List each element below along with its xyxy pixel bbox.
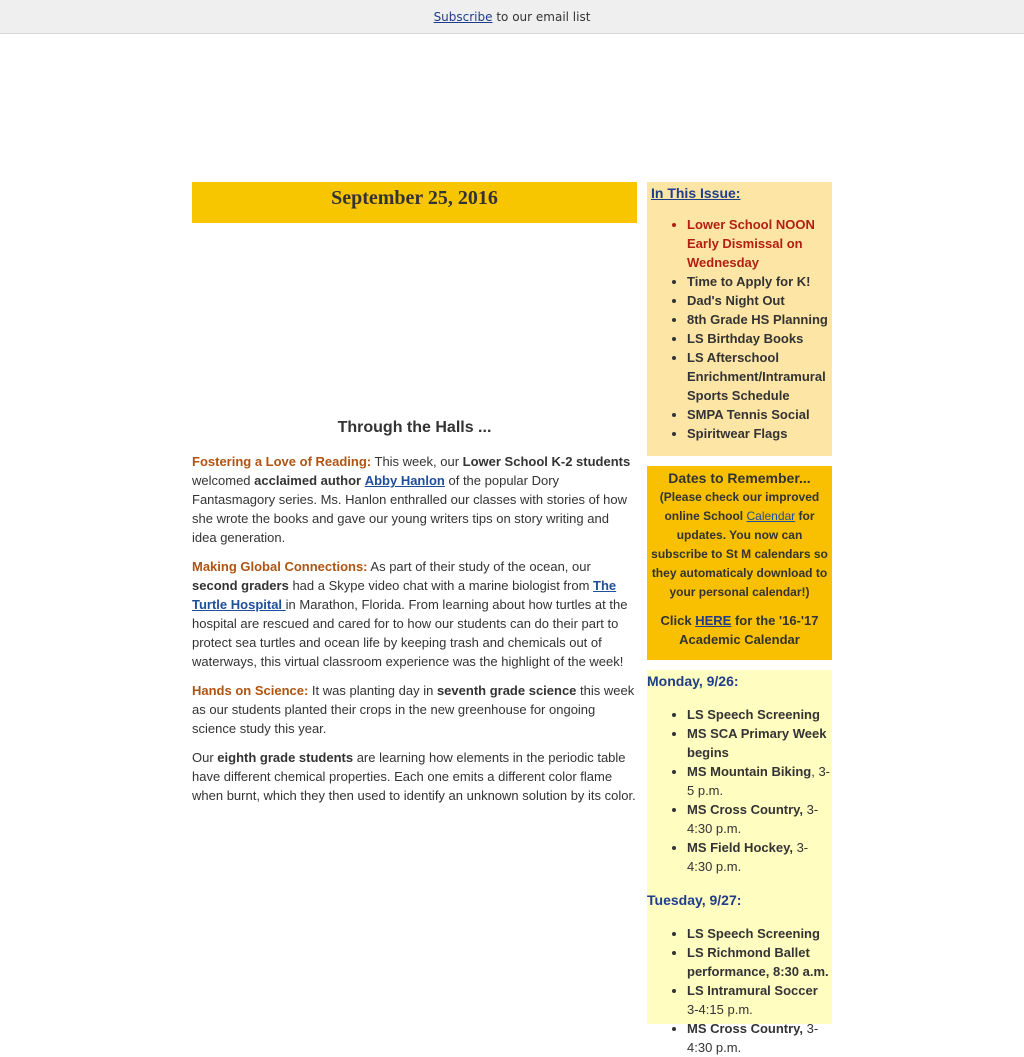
section-title: Through the Halls ... xyxy=(337,419,492,436)
in-this-issue-title[interactable]: In This Issue: xyxy=(651,185,741,201)
text: of the popular Dory Fantasmagory series. Ms. Hanlon enthralled our classes with stories of how she wrote the books and gave our young writers tips on story writing and idea generation. xyxy=(192,473,627,545)
text: welcomed xyxy=(192,473,255,488)
dates-to-remember-box xyxy=(647,466,832,660)
text: in Marathon, Florida. From learning about how turtles at the hospital are rescued and cared for to how our students can do their part to protect sea turtles and ocean life by keeping trash and chemicals out of waterways, this virtual classroom experience was the highlight of the week! xyxy=(192,597,628,669)
event-item xyxy=(687,724,832,762)
subscribe-bar xyxy=(0,0,1024,34)
event-title: LS Speech Screening xyxy=(687,926,820,941)
article-body xyxy=(192,452,637,815)
paragraph-reading xyxy=(192,452,637,547)
paragraph-global-connections xyxy=(192,557,637,671)
event-time: 3-4:30 p.m. xyxy=(687,802,819,836)
issue-item: • Dad's Night Out xyxy=(687,291,832,310)
kicker-reading: Fostering a Love of Reading: xyxy=(192,454,372,469)
kicker-science: Hands on Science: xyxy=(192,683,309,698)
issue-list xyxy=(647,215,832,443)
event-item xyxy=(687,924,832,943)
issue-item: • 8th Grade HS Planning xyxy=(687,310,832,329)
newsletter-date-banner xyxy=(192,182,637,223)
issue-item: • SMPA Tennis Social xyxy=(687,405,832,424)
text: for updates. You now can subscribe to St M calendars so they automaticaly download to your personal calendar!) xyxy=(651,509,828,599)
text: had a Skype video chat with a marine biologist from xyxy=(288,578,594,593)
event-title: MS Cross Country, xyxy=(687,802,804,817)
abby-hanlon-link[interactable]: Abby Hanlon xyxy=(364,473,445,488)
in-this-issue-box xyxy=(647,182,832,456)
paragraph-science xyxy=(192,681,637,738)
day-event-list xyxy=(647,705,832,876)
event-item xyxy=(687,762,832,800)
text: are learning how elements in the periodic table have different chemical properties. Each one emits a different color flame when burnt, which they then used to identify an unknown solution by its color. xyxy=(192,750,636,803)
day-heading: Tuesday, 9/27: xyxy=(647,892,742,908)
event-item xyxy=(687,838,832,876)
academic-calendar-link[interactable]: HERE xyxy=(695,613,732,628)
issue-item: • LS Afterschool Enrichment/Intramural Sports Schedule xyxy=(687,348,832,405)
bold-text: eighth grade students xyxy=(217,750,354,765)
event-time: 3-4:15 p.m. xyxy=(687,1002,753,1017)
event-item xyxy=(687,705,832,724)
text: this week as our students planted their crops in the new greenhouse for ongoing science study this year. xyxy=(192,683,635,736)
event-item xyxy=(687,943,832,981)
issue-item: • Time to Apply for K! xyxy=(687,272,832,291)
bold-text: second graders xyxy=(192,578,289,593)
subscribe-link[interactable]: Subscribe xyxy=(433,10,493,24)
text: for the '16-'17 Academic Calendar xyxy=(679,613,819,647)
event-time: 3-4:30 p.m. xyxy=(687,840,809,874)
dates-title: Dates to Remember... xyxy=(668,470,811,486)
kicker-global: Making Global Connections: xyxy=(192,559,368,574)
calendar-box xyxy=(647,670,832,1055)
event-time: , 3-5 p.m. xyxy=(687,764,831,798)
event-title: MS Field Hockey, xyxy=(687,840,793,855)
event-title: MS Cross Country, xyxy=(687,1021,804,1036)
turtle-hospital-link[interactable]: The Turtle Hospital xyxy=(192,578,617,612)
event-title: LS Richmond Ballet performance, 8:30 a.m. xyxy=(687,945,829,979)
bold-text: Lower School K-2 students xyxy=(462,454,631,469)
text: As part of their study of the ocean, our xyxy=(367,559,591,574)
day-heading: Monday, 9/26: xyxy=(647,673,739,689)
bold-text: seventh grade science xyxy=(436,683,577,698)
text: (Please check our improved online School xyxy=(659,490,820,523)
text: It was planting day in xyxy=(308,683,437,698)
event-title: MS SCA Primary Week begins xyxy=(687,726,827,760)
event-item xyxy=(687,981,832,1019)
event-title: MS Mountain Biking xyxy=(687,764,812,779)
academic-calendar-callout xyxy=(647,611,832,649)
issue-item: • LS Birthday Books xyxy=(687,329,832,348)
event-item xyxy=(687,800,832,838)
text: Our xyxy=(192,750,218,765)
issue-item: • Lower School NOON Early Dismissal on Wednesday xyxy=(687,215,832,272)
newsletter-date: September 25, 2016 xyxy=(331,187,498,209)
paragraph-eighth-grade xyxy=(192,748,637,805)
text: This week, our xyxy=(371,454,463,469)
bold-text: acclaimed author xyxy=(254,473,362,488)
school-calendar-link[interactable]: Calendar xyxy=(746,509,796,523)
event-title: LS Speech Screening xyxy=(687,707,820,722)
subscribe-text: to our email list xyxy=(492,10,591,24)
issue-item: • Spiritwear Flags xyxy=(687,424,832,443)
event-time: 3-4:30 p.m. xyxy=(687,1021,819,1055)
event-title: LS Intramural Soccer xyxy=(687,983,818,998)
text: Click xyxy=(660,613,696,628)
event-item xyxy=(687,1019,832,1057)
dates-note xyxy=(647,488,832,602)
day-event-list xyxy=(647,924,832,1057)
